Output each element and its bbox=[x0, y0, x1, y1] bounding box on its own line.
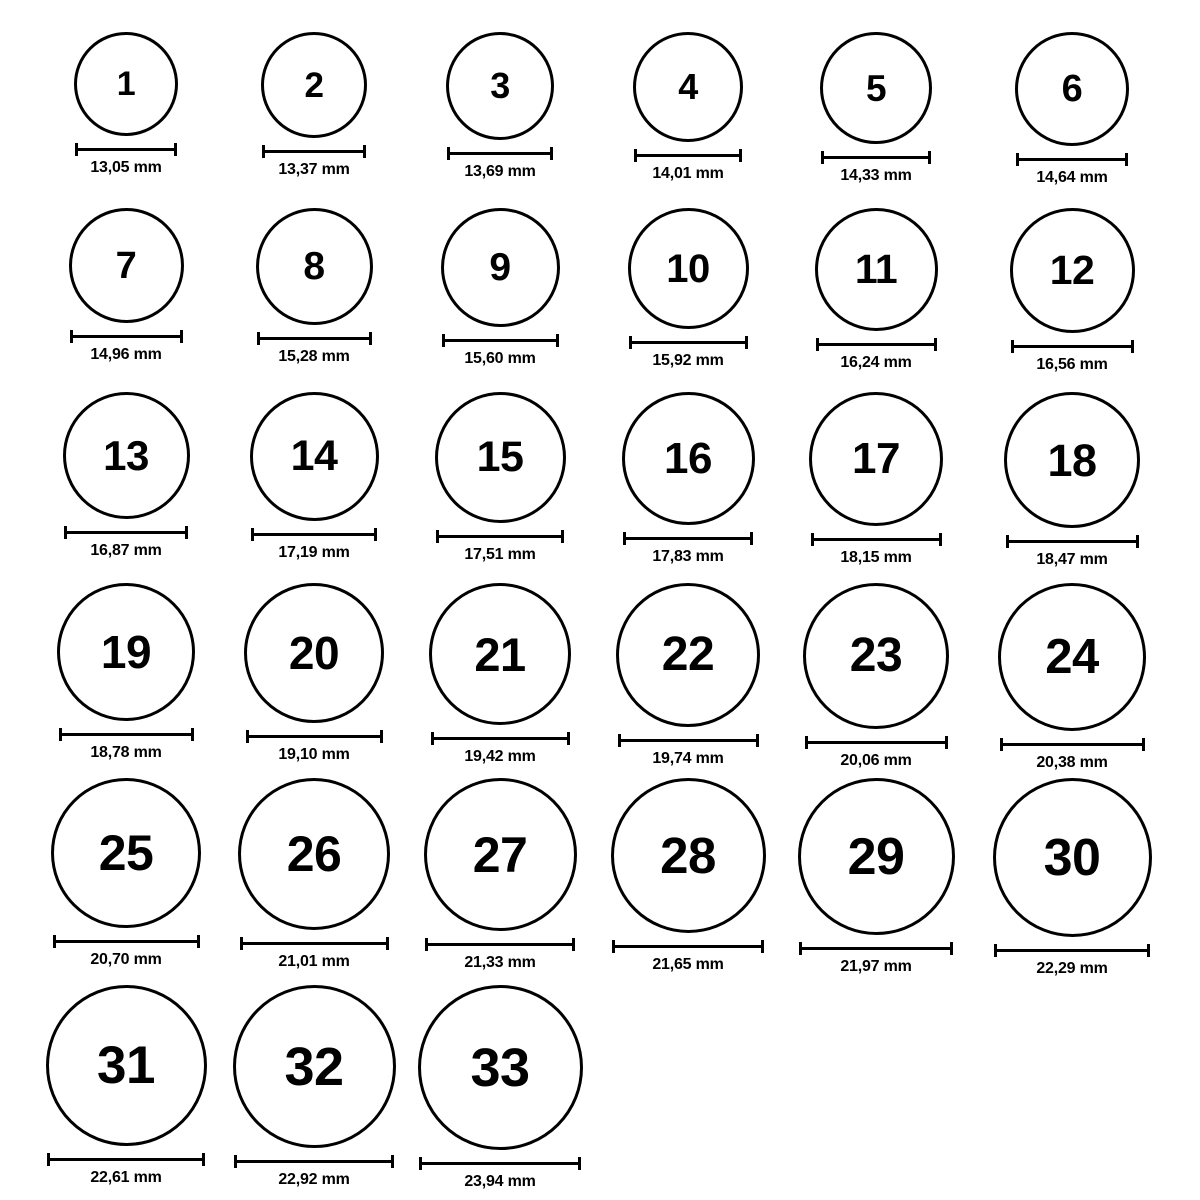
measure-rule bbox=[59, 733, 194, 736]
ring-size-cell bbox=[57, 583, 195, 762]
ring-size-cell bbox=[429, 583, 571, 766]
diameter-label: 15,92 mm bbox=[652, 352, 724, 369]
diameter-label: 13,05 mm bbox=[90, 159, 162, 176]
ring-size-number: 23 bbox=[849, 629, 903, 682]
measure-cap-right bbox=[561, 530, 564, 543]
diameter-label: 13,69 mm bbox=[464, 163, 536, 180]
ring-size-cell bbox=[435, 392, 566, 564]
ring-size-number: 13 bbox=[103, 431, 149, 479]
diameter-label: 20,70 mm bbox=[90, 951, 162, 968]
ring-size-number: 21 bbox=[474, 627, 526, 681]
ring-circle bbox=[57, 583, 195, 721]
measure-cap-right bbox=[750, 532, 753, 545]
ring-size-number: 8 bbox=[303, 245, 325, 288]
ring-size-cell bbox=[424, 778, 577, 972]
diameter-label: 14,01 mm bbox=[652, 165, 724, 182]
ring-size-number: 6 bbox=[1061, 68, 1083, 110]
measure-cap-right bbox=[391, 1155, 394, 1168]
ring-size-cell bbox=[622, 392, 755, 566]
measure-rule bbox=[612, 945, 764, 948]
ring-circle bbox=[1010, 208, 1135, 333]
diameter-label: 16,24 mm bbox=[840, 354, 912, 371]
ring-size-cell bbox=[1015, 32, 1129, 187]
ring-size-cell bbox=[820, 32, 932, 185]
diameter-label: 21,65 mm bbox=[652, 956, 724, 973]
diameter-measure-bar bbox=[1000, 738, 1145, 750]
measure-cap-right bbox=[180, 330, 183, 343]
ring-size-cell bbox=[1004, 392, 1140, 569]
ring-size-cell bbox=[803, 583, 949, 770]
ring-size-cell bbox=[238, 778, 390, 971]
measure-rule bbox=[805, 741, 948, 744]
ring-circle bbox=[429, 583, 571, 725]
ring-circle bbox=[244, 583, 384, 723]
ring-size-cell bbox=[51, 778, 201, 969]
measure-cap-right bbox=[363, 145, 366, 158]
diameter-label: 15,28 mm bbox=[278, 348, 350, 365]
ring-size-number: 32 bbox=[284, 1036, 344, 1097]
ring-circle bbox=[424, 778, 577, 931]
diameter-label: 16,87 mm bbox=[90, 542, 162, 559]
measure-cap-right bbox=[578, 1157, 581, 1170]
ring-size-number: 30 bbox=[1043, 828, 1101, 887]
measure-rule bbox=[1000, 743, 1145, 746]
diameter-label: 16,56 mm bbox=[1036, 356, 1108, 373]
ring-size-cell bbox=[46, 985, 207, 1187]
measure-cap-right bbox=[934, 338, 937, 351]
ring-size-number: 9 bbox=[489, 246, 511, 289]
diameter-label: 19,74 mm bbox=[652, 750, 724, 767]
measure-rule bbox=[811, 538, 942, 541]
ring-size-cell bbox=[441, 208, 560, 368]
measure-cap-right bbox=[756, 734, 759, 747]
measure-cap-right bbox=[567, 732, 570, 745]
ring-size-cell bbox=[633, 32, 743, 183]
diameter-measure-bar bbox=[612, 940, 764, 952]
ring-circle bbox=[63, 392, 190, 519]
measure-cap-right bbox=[374, 528, 377, 541]
ring-size-cell bbox=[815, 208, 938, 372]
ring-size-number: 28 bbox=[660, 827, 716, 884]
ring-size-number: 16 bbox=[664, 433, 712, 483]
ring-size-number: 20 bbox=[288, 627, 340, 679]
diameter-measure-bar bbox=[447, 147, 553, 159]
diameter-label: 22,92 mm bbox=[278, 1171, 350, 1188]
diameter-measure-bar bbox=[246, 730, 383, 742]
measure-cap-right bbox=[572, 938, 575, 951]
diameter-label: 22,29 mm bbox=[1036, 960, 1108, 977]
measure-rule bbox=[431, 737, 570, 740]
ring-circle bbox=[46, 985, 207, 1146]
diameter-label: 21,97 mm bbox=[840, 958, 912, 975]
diameter-measure-bar bbox=[618, 734, 759, 746]
diameter-label: 17,83 mm bbox=[652, 548, 724, 565]
diameter-measure-bar bbox=[1011, 340, 1134, 352]
diameter-measure-bar bbox=[821, 151, 931, 163]
ring-size-number: 26 bbox=[286, 826, 342, 882]
ring-circle bbox=[441, 208, 560, 327]
ring-size-cell bbox=[233, 985, 396, 1189]
diameter-measure-bar bbox=[70, 330, 183, 342]
diameter-label: 18,15 mm bbox=[840, 549, 912, 566]
diameter-measure-bar bbox=[419, 1157, 581, 1169]
diameter-measure-bar bbox=[64, 526, 188, 538]
ring-size-cell bbox=[261, 32, 367, 179]
ring-size-number: 7 bbox=[115, 244, 137, 287]
ring-size-number: 1 bbox=[116, 65, 136, 103]
diameter-measure-bar bbox=[251, 528, 377, 540]
measure-rule bbox=[70, 335, 183, 338]
measure-rule bbox=[257, 337, 372, 340]
ring-circle bbox=[633, 32, 743, 142]
diameter-measure-bar bbox=[53, 935, 200, 947]
diameter-measure-bar bbox=[257, 332, 372, 344]
ring-size-cell bbox=[798, 778, 955, 976]
measure-cap-right bbox=[745, 336, 748, 349]
measure-cap-right bbox=[950, 942, 953, 955]
measure-cap-right bbox=[369, 332, 372, 345]
diameter-label: 13,37 mm bbox=[278, 161, 350, 178]
ring-size-cell bbox=[250, 392, 379, 562]
diameter-label: 14,64 mm bbox=[1036, 169, 1108, 186]
diameter-measure-bar bbox=[436, 530, 564, 542]
ring-circle bbox=[250, 392, 379, 521]
ring-circle bbox=[256, 208, 373, 325]
ring-size-number: 22 bbox=[661, 628, 715, 681]
ring-size-cell bbox=[1010, 208, 1135, 374]
measure-rule bbox=[618, 739, 759, 742]
ring-size-number: 29 bbox=[847, 827, 905, 886]
diameter-label: 21,33 mm bbox=[464, 954, 536, 971]
diameter-measure-bar bbox=[634, 149, 742, 161]
ring-size-number: 2 bbox=[304, 65, 324, 105]
ring-size-number: 10 bbox=[666, 246, 710, 291]
measure-cap-right bbox=[191, 728, 194, 741]
measure-cap-right bbox=[761, 940, 764, 953]
diameter-label: 22,61 mm bbox=[90, 1169, 162, 1186]
ring-circle bbox=[798, 778, 955, 935]
measure-rule bbox=[234, 1160, 394, 1163]
diameter-label: 17,51 mm bbox=[464, 546, 536, 563]
ring-size-number: 11 bbox=[854, 246, 898, 292]
diameter-measure-bar bbox=[262, 145, 366, 157]
measure-rule bbox=[816, 343, 937, 346]
ring-size-number: 33 bbox=[470, 1037, 530, 1098]
ring-size-number: 17 bbox=[852, 434, 900, 483]
measure-rule bbox=[425, 943, 575, 946]
diameter-measure-bar bbox=[805, 736, 948, 748]
measure-rule bbox=[623, 537, 753, 540]
ring-circle bbox=[815, 208, 938, 331]
diameter-measure-bar bbox=[811, 533, 942, 545]
ring-size-cell bbox=[244, 583, 384, 764]
ring-size-number: 24 bbox=[1045, 629, 1099, 684]
measure-rule bbox=[1011, 345, 1134, 348]
measure-cap-right bbox=[928, 151, 931, 164]
measure-cap-right bbox=[550, 147, 553, 160]
ring-circle bbox=[418, 985, 583, 1150]
diameter-measure-bar bbox=[994, 944, 1150, 956]
diameter-measure-bar bbox=[425, 938, 575, 950]
ring-size-cell bbox=[616, 583, 760, 768]
diameter-label: 23,94 mm bbox=[464, 1173, 536, 1190]
ring-circle bbox=[1015, 32, 1129, 146]
diameter-label: 20,38 mm bbox=[1036, 754, 1108, 771]
ring-size-cell bbox=[256, 208, 373, 366]
ring-size-cell bbox=[74, 32, 178, 177]
measure-rule bbox=[419, 1162, 581, 1165]
diameter-label: 18,78 mm bbox=[90, 744, 162, 761]
ring-circle bbox=[993, 778, 1152, 937]
measure-cap-right bbox=[1125, 153, 1128, 166]
measure-cap-right bbox=[939, 533, 942, 546]
diameter-measure-bar bbox=[799, 942, 953, 954]
ring-size-cell bbox=[63, 392, 190, 560]
ring-size-number: 3 bbox=[490, 65, 510, 106]
measure-rule bbox=[47, 1158, 205, 1161]
measure-cap-right bbox=[556, 334, 559, 347]
ring-size-number: 4 bbox=[678, 66, 698, 107]
diameter-measure-bar bbox=[59, 728, 194, 740]
ring-circle bbox=[261, 32, 367, 138]
ring-circle bbox=[446, 32, 554, 140]
ring-circle bbox=[628, 208, 749, 329]
diameter-measure-bar bbox=[234, 1155, 394, 1167]
ring-circle bbox=[51, 778, 201, 928]
ring-size-cell bbox=[993, 778, 1152, 978]
measure-rule bbox=[64, 531, 188, 534]
measure-cap-right bbox=[174, 143, 177, 156]
measure-rule bbox=[634, 154, 742, 157]
ring-size-cell bbox=[628, 208, 749, 370]
measure-rule bbox=[629, 341, 748, 344]
ring-size-cell bbox=[611, 778, 766, 974]
diameter-measure-bar bbox=[1016, 153, 1128, 165]
diameter-measure-bar bbox=[1006, 535, 1139, 547]
diameter-label: 15,60 mm bbox=[464, 350, 536, 367]
diameter-label: 19,42 mm bbox=[464, 748, 536, 765]
ring-size-cell bbox=[418, 985, 583, 1191]
measure-cap-right bbox=[1142, 738, 1145, 751]
ring-size-number: 18 bbox=[1047, 434, 1097, 486]
ring-circle bbox=[622, 392, 755, 525]
diameter-label: 18,47 mm bbox=[1036, 551, 1108, 568]
diameter-label: 21,01 mm bbox=[278, 953, 350, 970]
measure-rule bbox=[53, 940, 200, 943]
ring-circle bbox=[69, 208, 184, 323]
ring-size-number: 14 bbox=[290, 432, 338, 480]
ring-circle bbox=[1004, 392, 1140, 528]
diameter-measure-bar bbox=[816, 338, 937, 350]
ring-size-number: 5 bbox=[865, 67, 887, 109]
diameter-label: 19,10 mm bbox=[278, 746, 350, 763]
ring-circle bbox=[238, 778, 390, 930]
measure-rule bbox=[262, 150, 366, 153]
ring-size-number: 31 bbox=[97, 1036, 155, 1095]
measure-rule bbox=[240, 942, 389, 945]
ring-circle bbox=[74, 32, 178, 136]
ring-size-cell bbox=[69, 208, 184, 364]
diameter-measure-bar bbox=[629, 336, 748, 348]
measure-cap-right bbox=[380, 730, 383, 743]
ring-size-number: 27 bbox=[472, 826, 528, 883]
measure-cap-right bbox=[185, 526, 188, 539]
diameter-measure-bar bbox=[623, 532, 753, 544]
measure-cap-right bbox=[739, 149, 742, 162]
measure-rule bbox=[436, 535, 564, 538]
diameter-label: 14,96 mm bbox=[90, 346, 162, 363]
measure-rule bbox=[251, 533, 377, 536]
measure-cap-right bbox=[1147, 944, 1150, 957]
ring-circle bbox=[611, 778, 766, 933]
ring-size-number: 15 bbox=[476, 433, 524, 481]
measure-rule bbox=[246, 735, 383, 738]
measure-cap-right bbox=[202, 1153, 205, 1166]
diameter-measure-bar bbox=[431, 732, 570, 744]
measure-rule bbox=[442, 339, 559, 342]
diameter-label: 17,19 mm bbox=[278, 544, 350, 561]
measure-rule bbox=[994, 949, 1150, 952]
measure-rule bbox=[821, 156, 931, 159]
measure-rule bbox=[447, 152, 553, 155]
ring-size-cell bbox=[809, 392, 943, 567]
ring-circle bbox=[233, 985, 396, 1148]
ring-circle bbox=[616, 583, 760, 727]
ring-size-number: 12 bbox=[1049, 247, 1095, 293]
measure-rule bbox=[1006, 540, 1139, 543]
ring-circle bbox=[820, 32, 932, 144]
diameter-label: 14,33 mm bbox=[840, 167, 912, 184]
diameter-measure-bar bbox=[442, 334, 559, 346]
ring-circle bbox=[803, 583, 949, 729]
diameter-measure-bar bbox=[75, 143, 177, 155]
diameter-label: 20,06 mm bbox=[840, 752, 912, 769]
diameter-measure-bar bbox=[240, 937, 389, 949]
ring-circle bbox=[435, 392, 566, 523]
ring-size-number: 25 bbox=[98, 825, 154, 881]
measure-cap-right bbox=[1136, 535, 1139, 548]
diameter-measure-bar bbox=[47, 1153, 205, 1165]
measure-cap-right bbox=[386, 937, 389, 950]
measure-rule bbox=[799, 947, 953, 950]
ring-circle bbox=[998, 583, 1146, 731]
measure-cap-right bbox=[197, 935, 200, 948]
ring-size-cell bbox=[446, 32, 554, 181]
measure-cap-right bbox=[945, 736, 948, 749]
ring-circle bbox=[809, 392, 943, 526]
ring-size-cell bbox=[998, 583, 1146, 772]
measure-cap-right bbox=[1131, 340, 1134, 353]
measure-rule bbox=[1016, 158, 1128, 161]
ring-size-number: 19 bbox=[100, 626, 152, 678]
measure-rule bbox=[75, 148, 177, 151]
